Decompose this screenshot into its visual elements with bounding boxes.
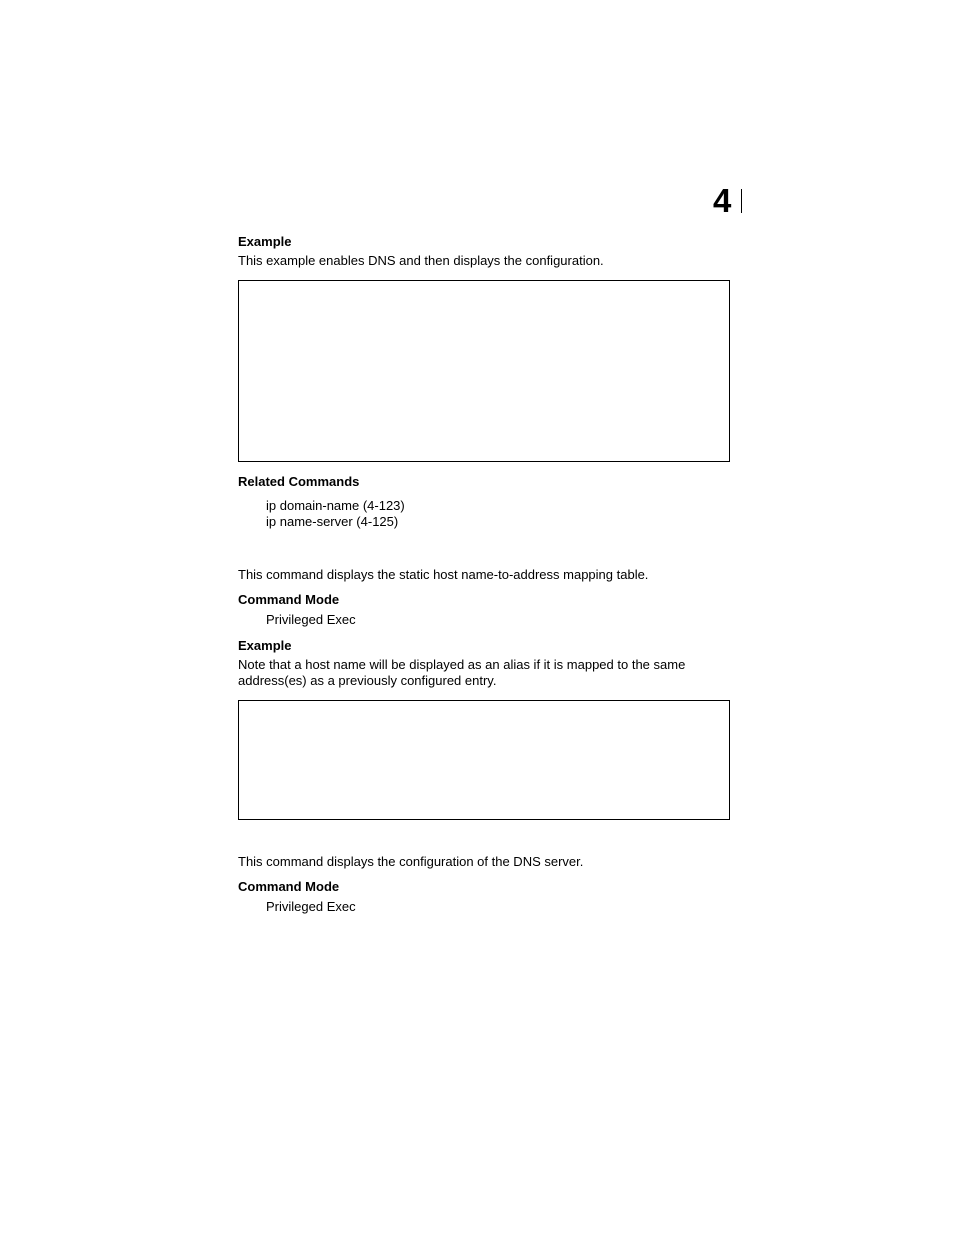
example-description: address(es) as a previously configured entry. [238,673,497,688]
command-mode-value: Privileged Exec [266,612,356,627]
command-mode-heading: Command Mode [238,592,340,607]
chapter-number: 4 [713,182,731,219]
example-heading: Example [238,234,292,249]
related-commands-heading: Related Commands [238,474,360,489]
command-description: This command displays the static host name-to-address mapping table. [238,567,649,582]
chapter-marker-rule [741,189,742,213]
related-command-link[interactable]: ip name-server (4-125) [266,514,399,529]
command-mode-value: Privileged Exec [266,899,356,914]
code-example-box [238,280,730,462]
related-command-link[interactable]: ip domain-name (4-123) [266,498,405,513]
example-description: Note that a host name will be displayed as an alias if it is mapped to the same [238,657,686,672]
example-heading: Example [238,638,292,653]
command-mode-heading: Command Mode [238,879,340,894]
code-example-box [238,700,730,820]
command-description: This command displays the configuration of the DNS server. [238,854,584,869]
example-description: This example enables DNS and then displays the configuration. [238,253,604,268]
